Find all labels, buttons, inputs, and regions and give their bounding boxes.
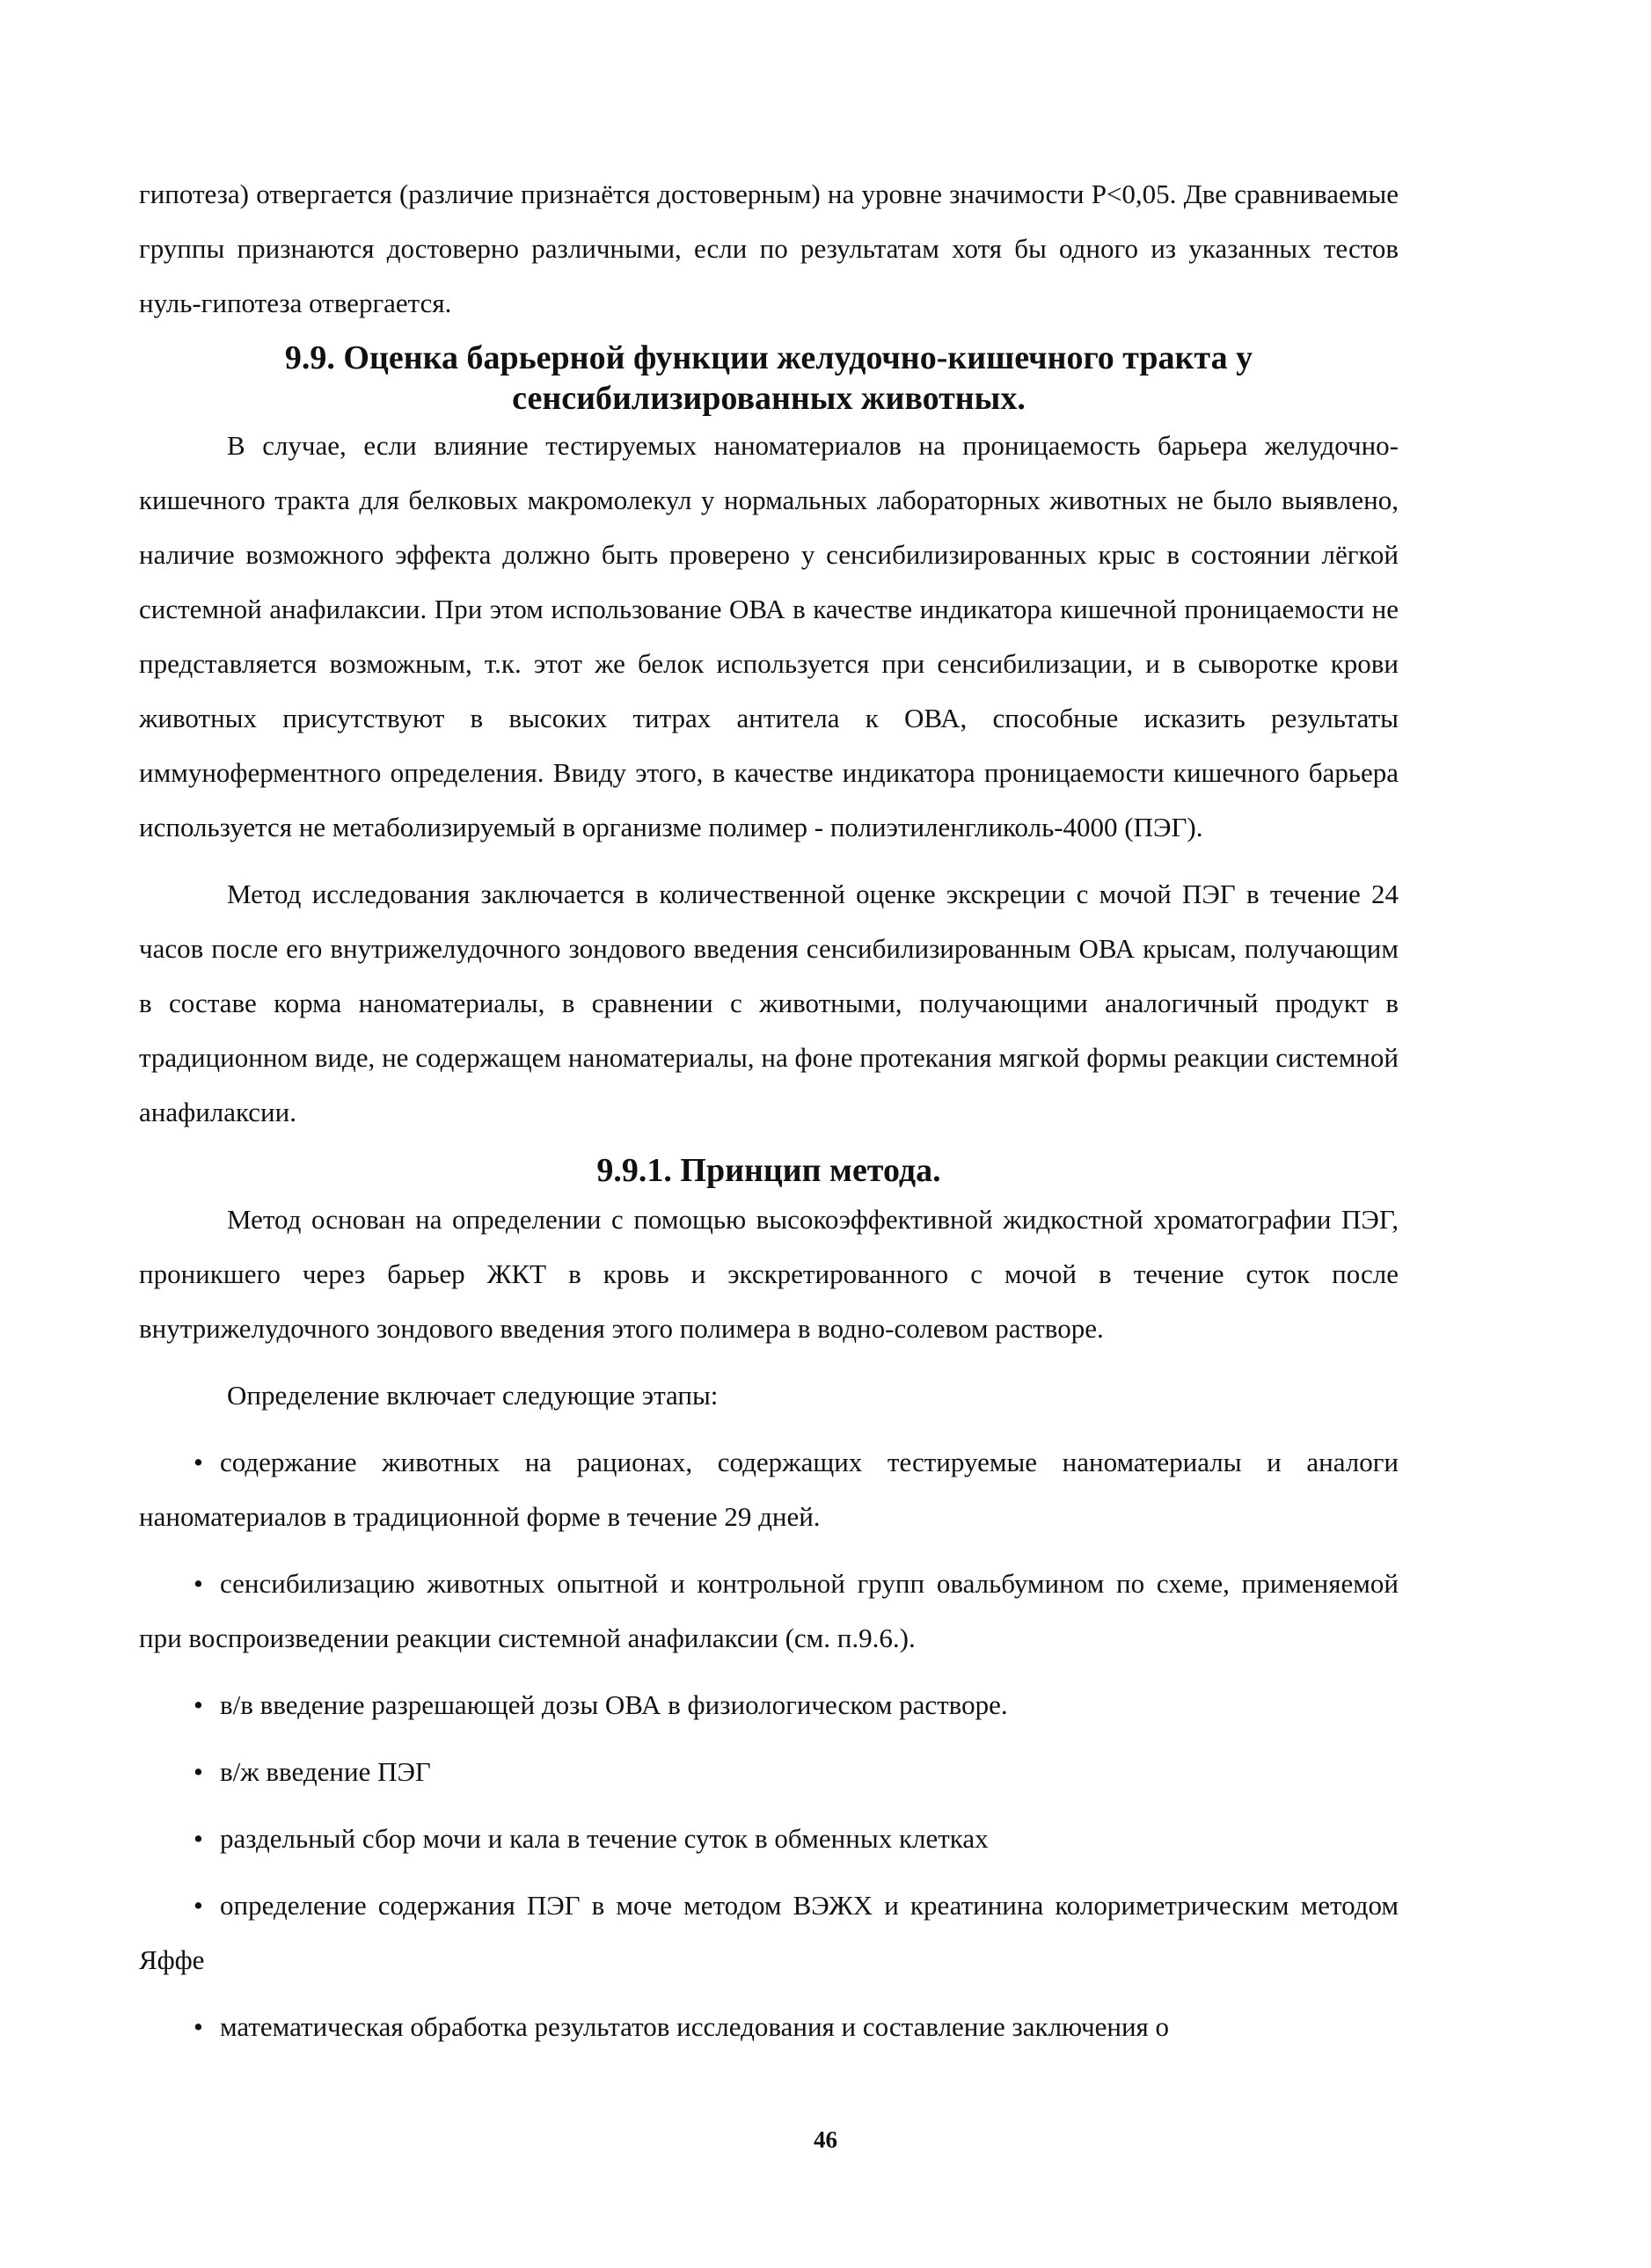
list-item [139,1812,1399,1866]
list-item-text: в/ж введение ПЭГ [220,1756,431,1787]
section-title: 9.9. Оценка барьерной функции желудочно-кишечного тракта у сенсибилизированных животных. [284,339,1253,417]
list-item-text: определение содержания ПЭГ в моче методом ВЭЖХ и креатинина колориметрическим методом Яффе [139,1890,1399,1975]
page-content [139,167,1399,2054]
bullet-icon: • [194,1890,203,1921]
bullet-icon: • [194,1689,203,1720]
intro-paragraph: гипотеза) отвергается (различие признаётся достоверным) на уровне значимости P<0,05. Две сравниваемые группы признаются достоверно различными, если по результатам хотя бы одного из указанных тестов нуль-гипотеза отвергается. [139,179,1399,318]
list-item [139,2000,1399,2054]
bullet-icon: • [194,1823,203,1854]
list-item [139,1678,1399,1732]
page-number: 46 [814,2126,837,2153]
paragraph-method-principle: Метод основан на определении с помощью высокоэффективной жидкостной хроматографии ПЭГ, проникшего через барьер ЖКТ в кровь и экскретированного с мочой в течение суток после внутрижелудочного зондового введения этого полимера в водно-солевом растворе. [139,1204,1399,1344]
bullet-icon: • [194,2011,203,2042]
list-item [139,1557,1399,1666]
list-item [139,1435,1399,1544]
list-item [139,1745,1399,1799]
list-item-text: в/в введение разрешающей дозы ОВА в физиологическом растворе. [220,1689,1008,1720]
steps-list [139,1435,1399,2054]
list-item-text: математическая обработка результатов исследования и составление заключения о [220,2011,1170,2042]
paragraph-method-description: Метод исследования заключается в количественной оценке экскреции с мочой ПЭГ в течение 24 часов после его внутрижелудочного зондового введения сенсибилизированным ОВА крысам, получающим в составе корма наноматериалы, в сравнении с животными, получающими аналогичный продукт в традиционном виде, не содержащем наноматериалы, на фоне протекания мягкой формы реакции системной анафилаксии. [139,879,1399,1127]
paragraph-steps-intro: Определение включает следующие этапы: [227,1380,719,1411]
list-item-text: раздельный сбор мочи и кала в течение суток в обменных клетках [220,1823,989,1854]
paragraph-barrier-intro: В случае, если влияние тестируемых наноматериалов на проницаемость барьера желудочно-кишечного тракта для белковых макромолекул у нормальных лабораторных животных не было выявлено, наличие возможного эффекта должно быть проверено у сенсибилизированных крыс в состоянии лёгкой системной анафилаксии. При этом использование ОВА в качестве индикатора кишечной проницаемости не представляется возможным, т.к. этот же белок используется при сенсибилизации, и в сыворотке крови животных присутствуют в высоких титрах антитела к ОВА, способные исказить результаты иммуноферментного определения. Ввиду этого, в качестве индикатора проницаемости кишечного барьера используется не метаболизируемый в организме полимер - полиэтиленгликоль-4000 (ПЭГ). [139,430,1399,842]
bullet-icon: • [194,1756,203,1787]
bullet-icon: • [194,1447,203,1477]
bullet-icon: • [194,1568,203,1599]
list-item-text: сенсибилизацию животных опытной и контрольной групп овальбумином по схеме, применяемой при воспроизведении реакции системной анафилаксии (см. п.9.6.). [139,1568,1399,1653]
subsection-title: 9.9.1. Принцип метода. [596,1152,941,1189]
list-item [139,1878,1399,1987]
list-item-text: содержание животных на рационах, содержащих тестируемые наноматериалы и аналоги наноматериалов в традиционной форме в течение 29 дней. [139,1447,1399,1532]
